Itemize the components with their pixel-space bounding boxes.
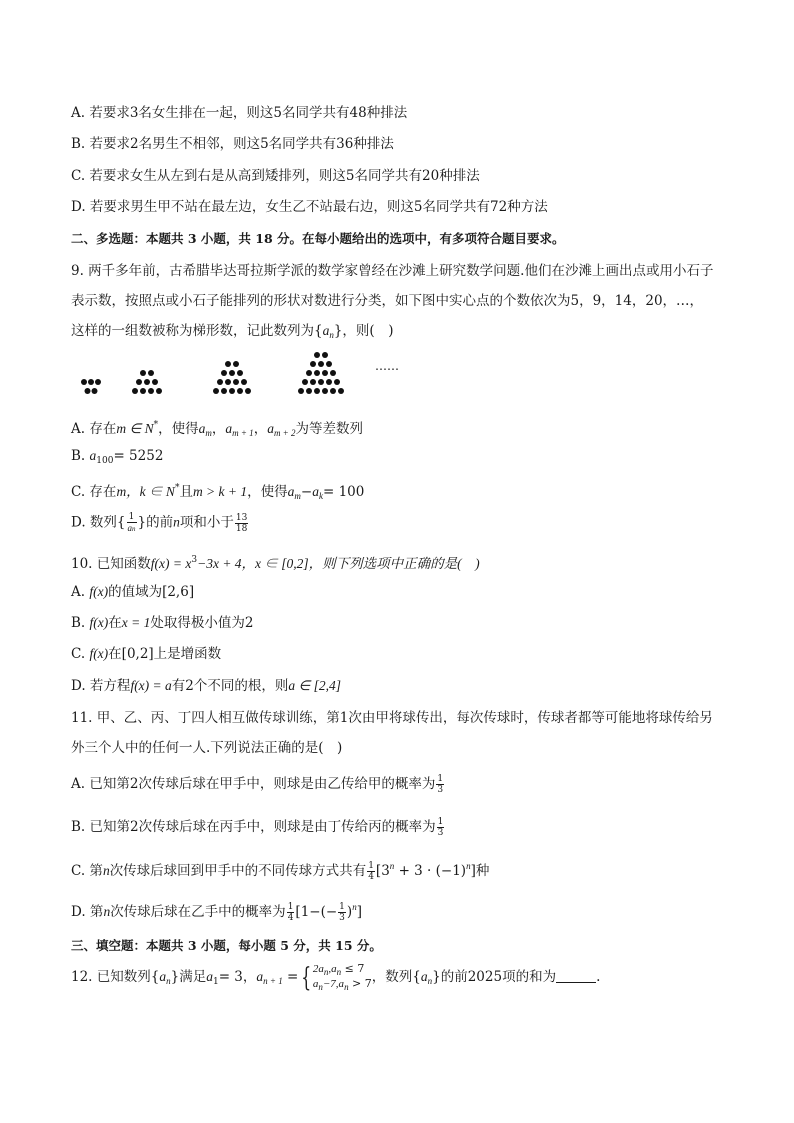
q9-option-d: D. 数列{ $\frac{1}{an}$ }的前n项和小于 $\frac{13}{18}$ — [71, 512, 248, 534]
piecewise-cases: $2a_n,a_n \le 7$ $a_n-7,a_n > 7$ — [312, 961, 372, 992]
q10-option-d: D. 若方程f(x) = a有2个不同的根，则a ∈ [2,4] — [71, 678, 342, 694]
q11-option-d: D. 第n次传球后球在乙手中的概率为 $\frac{1}{4}$ [1−(− $\frac{1}{3}$ )$^n$] — [71, 902, 362, 923]
q9-stem: 9. 两千多年前，古希腊毕达哥拉斯学派的数学家曾经在沙滩上研究数学问题.他们在沙滩上画出点或用小石子表示数，按照点或小石子能排列的形状对数进行分类，如下图中实心点的个数依次为5，9，14，20，…，这样的一组数被称为梯形数，记此数列为$\{a_n\}$，则( ) — [71, 263, 714, 340]
q8-option-d: D. 若要求男生甲不站在最左边，女生乙不站最右边，则这5名同学共有72种方法 — [71, 199, 548, 215]
q11-stem: 11. 甲、乙、丙、丁四人相互做传球训练，第1次由甲将球传出，每次传球时，传球者都等可能地将球传给另外三个人中的任何一人.下列说法正确的是( ) — [71, 710, 713, 756]
fraction-13-18: $\frac{13}{18}$ — [235, 512, 248, 534]
q8-option-c: C. 若要求女生从左到右是从高到矮排列，则这5名同学共有20种排法 — [71, 168, 480, 184]
q9-option-c: C. 存在m，k ∈ N*且m > k + 1，使得$a_m-a_k= 100$ — [71, 483, 365, 501]
answer-blank[interactable] — [556, 970, 596, 983]
dots-group-3 — [213, 361, 251, 394]
figure-ellipsis: …… — [375, 359, 399, 373]
q11-option-a: A. 已知第2次传球后球在甲手中，则球是由乙传给甲的概率为 $\frac{1}{3}$ — [71, 774, 444, 795]
q8-option-a: A. 若要求3名女生排在一起，则这5名同学共有48种排法 — [71, 105, 408, 121]
q10-option-b: B. f(x)在x = 1处取得极小值为2 — [71, 615, 254, 631]
dots-group-4 — [298, 352, 344, 394]
q11-option-b: B. 已知第2次传球后球在丙手中，则球是由丁传给丙的概率为 $\frac{1}{3}$ — [71, 817, 444, 838]
dots-group-1 — [81, 379, 101, 394]
q9-option-a: A. 存在m ∈ N*，使得$a_m$，$a_{m + 1}$，$a_{m + 2}$为等差数列 — [71, 420, 364, 438]
trapezoid-dots-figure — [71, 352, 431, 398]
q12-stem: 12. 已知数列$\{a_n\}$满足$a_1= 3$，$a_{n + 1}$ = { $2a_n,a_n \le 7$ $a_n-7,a_n > 7$ ，数列$\{a_n\}$的前2025项的和为 . — [71, 961, 601, 993]
trapezoid-dots-svg — [71, 352, 431, 398]
section-2-heading: 二、多选题：本题共 3 小题，共 18 分。在每小题给出的选项中，有多项符合题目要求。 — [71, 231, 565, 246]
section-3-heading: 三、填空题：本题共 3 小题，每小题 5 分，共 15 分。 — [71, 938, 382, 953]
cases-brace: { — [301, 962, 312, 993]
q10-option-c: C. f(x)在[0,2]上是增函数 — [71, 646, 222, 662]
q11-option-c: C. 第n次传球后球回到甲手中的不同传球方式共有 $\frac{1}{4}$ $[3^n + 3 \cdot (-1)^n]$种 — [71, 861, 490, 882]
q9-option-b: B. $a_{100}= 5252$ — [71, 448, 164, 466]
fraction-1-over-an: $\frac{1}{an}$ — [127, 512, 136, 533]
q10-stem: 10. 已知函数$f(x) = x^3-3x + 4$，x ∈ [0,2]，则下列选项中正确的是( ) — [71, 555, 480, 572]
dots-group-2 — [132, 370, 162, 394]
q8-option-b: B. 若要求2名男生不相邻，则这5名同学共有36种排法 — [71, 136, 394, 152]
q10-option-a: A. f(x)的值域为[2,6] — [71, 584, 195, 600]
